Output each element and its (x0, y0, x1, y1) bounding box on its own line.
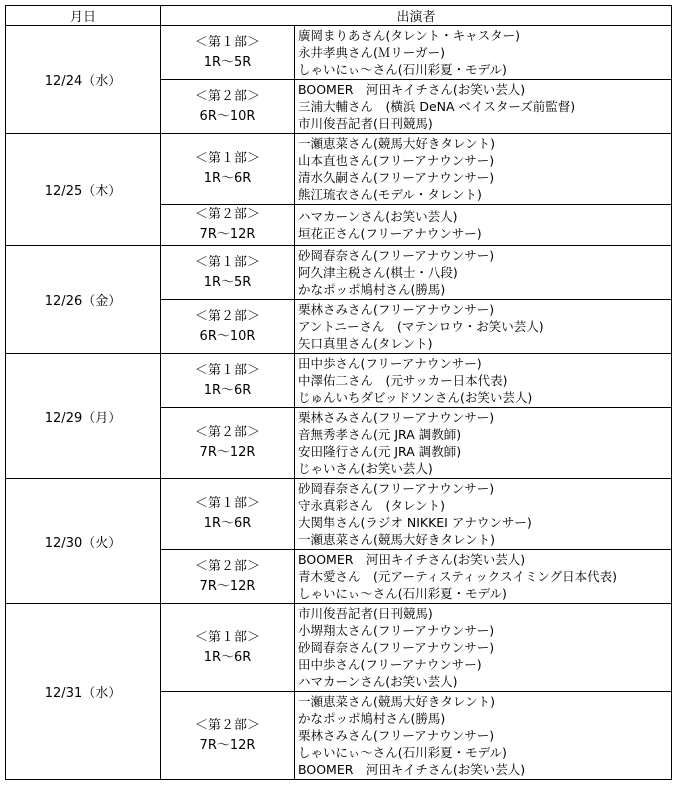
race-range: 6R～10R (199, 108, 256, 124)
part-label: ＜第２部＞ (194, 558, 260, 574)
race-range: 1R～6R (203, 382, 252, 398)
race-range: 6R～10R (199, 328, 256, 344)
schedule-table (5, 5, 672, 780)
cast-member: かなポッポ鳩村さん(勝馬) (298, 711, 446, 726)
cast-cell (295, 300, 672, 354)
table-row (6, 479, 672, 550)
cast-member: 熊江琉衣さん(モデル・タレント) (298, 187, 482, 202)
part-label: ＜第２部＞ (194, 717, 260, 733)
table-row (6, 354, 672, 408)
part-cell (161, 134, 295, 205)
header-date: 月日 (6, 6, 161, 26)
cast-member: かなポッポ鳩村さん(勝馬) (298, 282, 446, 297)
date-cell: 12/26（金） (6, 246, 161, 354)
cast-member: 砂岡春奈さん(フリーアナウンサー) (298, 640, 495, 655)
cast-member: 砂岡春奈さん(フリーアナウンサー) (298, 248, 495, 263)
part-cell (161, 354, 295, 408)
table-row (6, 604, 672, 692)
part-cell (161, 300, 295, 354)
race-range: 7R～12R (199, 578, 256, 594)
cast-member: 三浦大輔さん (横浜 DeNA ベイスターズ前監督) (298, 99, 576, 114)
cast-member: しゃいにぃ～さん(石川彩夏・モデル) (298, 745, 507, 760)
cast-member: じゅんいちダビッドソンさん(お笑い芸人) (298, 390, 533, 405)
race-range: 1R～6R (203, 171, 252, 186)
cast-member: 大関隼さん(ラジオ NIKKEI アナウンサー) (298, 515, 532, 530)
part-label: ＜第１部＞ (194, 34, 260, 50)
cast-member: 栗林さみさん(フリーアナウンサー) (298, 410, 495, 425)
race-range: 7R～12R (199, 737, 256, 753)
schedule-body (6, 26, 672, 780)
part-cell (161, 479, 295, 550)
cast-member: 小堺翔太さん(フリーアナウンサー) (298, 623, 495, 638)
cast-cell (295, 408, 672, 479)
cast-member: 阿久津主税さん(棋士・八段) (298, 265, 458, 280)
race-range: 7R～12R (199, 227, 256, 242)
table-row (6, 134, 672, 205)
part-label: ＜第１部＞ (194, 362, 260, 378)
cast-cell (295, 354, 672, 408)
part-cell (161, 692, 295, 780)
race-range: 1R～5R (203, 54, 252, 70)
cast-member: 市川俊吾記者(日刊競馬) (298, 116, 433, 131)
race-range: 1R～6R (203, 649, 252, 665)
cast-cell (295, 80, 672, 134)
cast-member: 矢口真里さん(タレント) (298, 336, 433, 351)
cast-member: しゃいにぃ～さん(石川彩夏・モデル) (298, 586, 507, 601)
cast-member: 守永真彩さん (タレント) (298, 498, 445, 513)
part-label: ＜第２部＞ (194, 425, 260, 440)
cast-member: 田中歩さん(フリーアナウンサー) (298, 356, 482, 371)
cast-member: 一瀬恵菜さん(競馬大好きタレント) (298, 136, 495, 151)
part-cell (161, 604, 295, 692)
cast-cell (295, 604, 672, 692)
date-cell: 12/24（水） (6, 26, 161, 134)
part-cell (161, 80, 295, 134)
cast-cell (295, 550, 672, 604)
cast-member: 一瀬恵菜さん(競馬大好きタレント) (298, 532, 495, 547)
cast-cell (295, 246, 672, 300)
cast-member: BOOMER 河田キイチさん(お笑い芸人) (298, 82, 526, 97)
race-range: 7R～12R (199, 445, 256, 460)
cast-cell (295, 134, 672, 205)
header-cast: 出演者 (161, 6, 672, 26)
date-cell: 12/31（水） (6, 604, 161, 780)
cast-member: 垣花正さん(フリーアナウンサー) (298, 226, 482, 241)
part-cell (161, 26, 295, 80)
part-label: ＜第２部＞ (194, 88, 260, 104)
cast-member: 一瀬恵菜さん(競馬大好きタレント) (298, 694, 495, 709)
part-label: ＜第２部＞ (194, 308, 260, 324)
part-cell (161, 205, 295, 246)
date-cell: 12/25（木） (6, 134, 161, 246)
part-cell (161, 550, 295, 604)
race-range: 1R～5R (203, 274, 252, 290)
cast-member: 栗林さみさん(フリーアナウンサー) (298, 302, 495, 317)
table-row (6, 246, 672, 300)
part-cell (161, 246, 295, 300)
cast-member: BOOMER 河田キイチさん(お笑い芸人) (298, 552, 526, 567)
cast-member: ハマカーンさん(お笑い芸人) (298, 209, 458, 224)
race-range: 1R～6R (203, 516, 252, 531)
part-label: ＜第１部＞ (194, 254, 260, 270)
cast-member: しゃいにぃ～さん(石川彩夏・モデル) (298, 62, 507, 77)
part-cell (161, 408, 295, 479)
cast-member: 安田隆行さん(元 JRA 調教師) (298, 444, 462, 459)
part-label: ＜第１部＞ (194, 629, 260, 645)
header-row (6, 6, 672, 26)
date-cell: 12/30（火） (6, 479, 161, 604)
cast-member: 清水久嗣さん(フリーアナウンサー) (298, 170, 495, 185)
cast-member: 山本直也さん(フリーアナウンサー) (298, 153, 495, 168)
cast-cell (295, 26, 672, 80)
cast-member: 市川俊吾記者(日刊競馬) (298, 606, 433, 621)
cast-member: 砂岡春奈さん(フリーアナウンサー) (298, 481, 495, 496)
cast-member: 田中歩さん(フリーアナウンサー) (298, 657, 482, 672)
cast-member: アントニーさん (マテンロウ・お笑い芸人) (298, 319, 544, 334)
date-cell: 12/29（月） (6, 354, 161, 479)
cast-cell (295, 692, 672, 780)
cast-member: 栗林さみさん(フリーアナウンサー) (298, 728, 495, 743)
cast-member: 青木愛さん (元アーティスティックスイミング日本代表) (298, 569, 618, 584)
table-row (6, 26, 672, 80)
cast-member: 永井孝典さん(Ｍリーガー) (298, 45, 446, 60)
part-label: ＜第１部＞ (194, 151, 260, 166)
cast-cell (295, 479, 672, 550)
cast-member: 廣岡まりあさん(タレント・キャスター) (298, 28, 520, 43)
cast-member: 音無秀孝さん(元 JRA 調教師) (298, 427, 462, 442)
cast-member: じゃいさん(お笑い芸人) (298, 461, 433, 476)
part-label: ＜第１部＞ (194, 496, 260, 511)
cast-member: 中澤佑二さん (元サッカー日本代表) (298, 373, 508, 388)
cast-member: ハマカーンさん(お笑い芸人) (298, 674, 458, 689)
cast-cell (295, 205, 672, 246)
cast-member: BOOMER 河田キイチさん(お笑い芸人) (298, 762, 526, 777)
part-label: ＜第２部＞ (194, 207, 260, 222)
